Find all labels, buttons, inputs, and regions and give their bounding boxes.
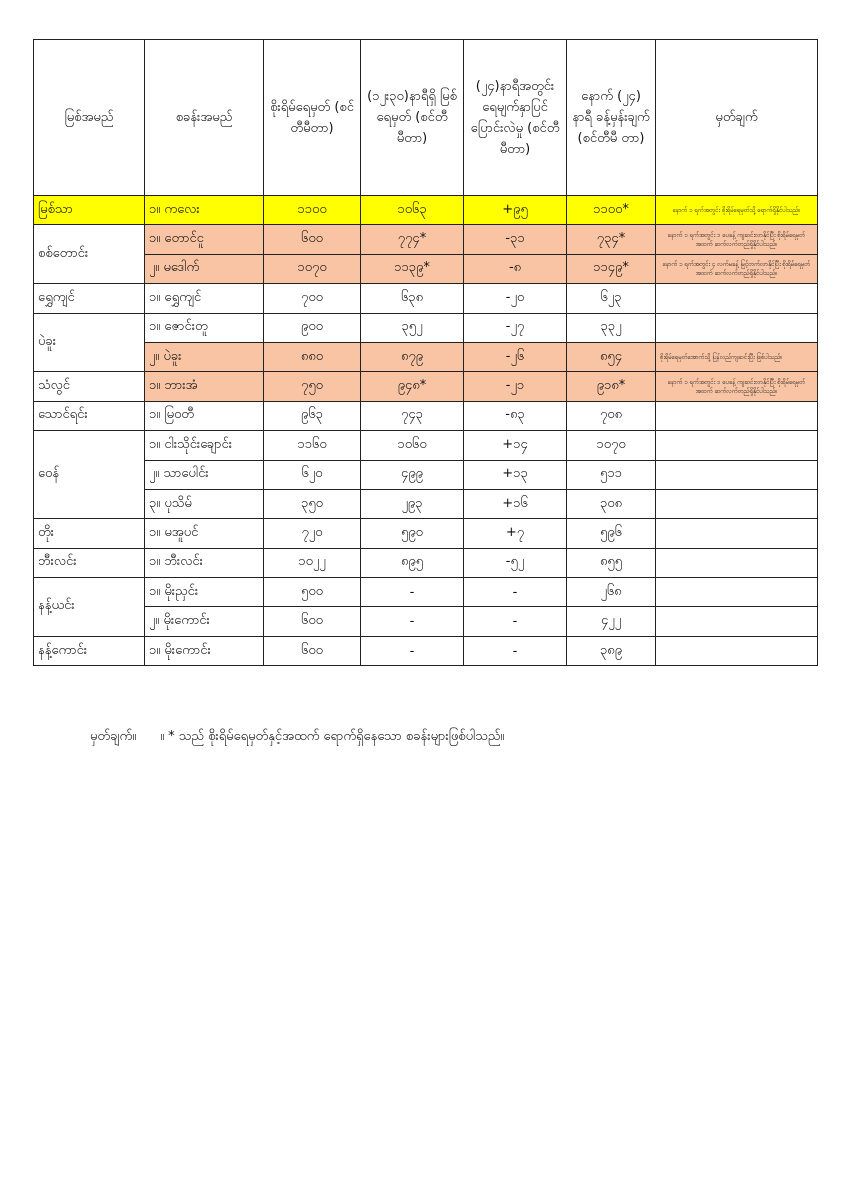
station-cell: ၁။ ရွှေကျင် bbox=[145, 284, 264, 313]
level-cell: ၈၇၉ bbox=[361, 342, 464, 371]
river-name-cell: တိုး bbox=[34, 519, 145, 548]
river-name-cell: ရွှေကျင် bbox=[34, 284, 145, 313]
change-cell: -၂၀ bbox=[464, 284, 567, 313]
footnote-text: ။ * သည် စိုးရိမ်ရေမှတ်နှင့်အထက် ရောက်ရှိနေသော စခန်းများဖြစ်ပါသည်။ bbox=[160, 729, 505, 744]
remark-cell bbox=[656, 607, 818, 636]
danger-level-cell: ၉၆၃ bbox=[264, 401, 361, 430]
header-level-at-time: (၁၂း၃၀)နာရီရှိ မြစ်ရေမှတ် (စင်တီမီတာ) bbox=[361, 40, 464, 196]
station-cell: ၂။ မဒေါက် bbox=[145, 254, 264, 283]
change-cell: - bbox=[464, 607, 567, 636]
remark-cell: နောက် ၁ ရက်အတွင်း ၄ လက်မခန့် မြင့်တက်လာနိုင်ပြီး စိုးရိမ်ရေမှတ်အထက် ဆက်လက်တည်ရှိနိုင်ပါသည်။ bbox=[656, 254, 818, 283]
river-name-cell: သောင်ရင်း bbox=[34, 401, 145, 430]
header-station: စခန်းအမည် bbox=[145, 40, 264, 196]
change-cell: -၂၆ bbox=[464, 342, 567, 371]
forecast-cell: ၁၁၀၀* bbox=[567, 196, 656, 225]
level-cell: ၉၄၈* bbox=[361, 372, 464, 401]
forecast-cell: ၇၃၄* bbox=[567, 225, 656, 254]
change-cell: - bbox=[464, 636, 567, 665]
header-forecast-24h: နောက် (၂၄) နာရီ ခန့်မှန်းချက် (စင်တီမီ တာ) bbox=[567, 40, 656, 196]
level-cell: - bbox=[361, 636, 464, 665]
table-row bbox=[34, 636, 818, 665]
level-cell: ၇၄၃ bbox=[361, 401, 464, 430]
level-cell: ၈၉၅ bbox=[361, 548, 464, 577]
remark-cell bbox=[656, 313, 818, 342]
change-cell: -၂၇ bbox=[464, 313, 567, 342]
station-cell: ၁။ မအူပင် bbox=[145, 519, 264, 548]
forecast-cell: ၅၁၁ bbox=[567, 460, 656, 489]
river-name-cell: ပဲခူး bbox=[34, 313, 145, 372]
level-cell: - bbox=[361, 578, 464, 607]
remark-cell bbox=[656, 519, 818, 548]
table-row bbox=[34, 284, 818, 313]
change-cell: -၈၃ bbox=[464, 401, 567, 430]
change-cell: +၇ bbox=[464, 519, 567, 548]
table-row bbox=[34, 519, 818, 548]
danger-level-cell: ၆၀၀ bbox=[264, 225, 361, 254]
change-cell: -၈ bbox=[464, 254, 567, 283]
forecast-cell: ၆၂၃ bbox=[567, 284, 656, 313]
forecast-cell: ၁၀၇၀ bbox=[567, 431, 656, 460]
header-change-24h: (၂၄)နာရီအတွင်း ရေမျက်နှာပြင် ပြောင်းလဲမှု (စင်တီမီတာ) bbox=[464, 40, 567, 196]
table-row bbox=[34, 196, 818, 225]
forecast-cell: ၃၈၉ bbox=[567, 636, 656, 665]
header-danger-level: စိုးရိမ်ရေမှတ် (စင်တီမီတာ) bbox=[264, 40, 361, 196]
danger-level-cell: ၇၀၀ bbox=[264, 284, 361, 313]
table-row bbox=[34, 431, 818, 460]
remark-cell bbox=[656, 401, 818, 430]
danger-level-cell: ၁၀၇၀ bbox=[264, 254, 361, 283]
table-row bbox=[34, 225, 818, 254]
change-cell: +၁၆ bbox=[464, 489, 567, 518]
level-cell: ၆၃၈ bbox=[361, 284, 464, 313]
remark-cell: စိုးရိမ်ရေမှတ်အောက်သို့ ပြန်လည်ကျဆင်းပြီး ဖြစ်ပါသည်။ bbox=[656, 342, 818, 371]
danger-level-cell: ၇၂၀ bbox=[264, 519, 361, 548]
table-row bbox=[34, 607, 818, 636]
danger-level-cell: ၉၀၀ bbox=[264, 313, 361, 342]
level-cell: ၁၀၆၀ bbox=[361, 431, 464, 460]
station-cell: ၁။ ဇောင်းတူ bbox=[145, 313, 264, 342]
level-cell: ၂၉၃ bbox=[361, 489, 464, 518]
danger-level-cell: ၁၁၀၀ bbox=[264, 196, 361, 225]
remark-cell bbox=[656, 460, 818, 489]
remark-cell bbox=[656, 489, 818, 518]
change-cell: -၂၁ bbox=[464, 372, 567, 401]
station-cell: ၂။ ပဲခူး bbox=[145, 342, 264, 371]
remark-cell: နောက် ၁ ရက်အတွင်း ၁ ပေခန့် ကျဆင်းလာနိုင်ပြီး စိုးရိမ်ရေမှတ်အထက် ဆက်လက်တည်ရှိနိုင်ပါသည်။ bbox=[656, 372, 818, 401]
danger-level-cell: ၃၅၀ bbox=[264, 489, 361, 518]
footnote bbox=[90, 728, 504, 747]
remark-cell: နောက် ၁ ရက်အတွင်း စိုးရိမ်ရေမှတ်သို့ ရောက်ရှိနိုင်ပါသည်။ bbox=[656, 196, 818, 225]
station-cell: ၁။ တောင်ငူ bbox=[145, 225, 264, 254]
forecast-cell: ၈၅၄ bbox=[567, 342, 656, 371]
river-name-cell: နန့်ယင်း bbox=[34, 578, 145, 637]
forecast-cell: ၄၂၂ bbox=[567, 607, 656, 636]
table-row bbox=[34, 460, 818, 489]
station-cell: ၃။ ပုသိမ် bbox=[145, 489, 264, 518]
danger-level-cell: ၇၅၀ bbox=[264, 372, 361, 401]
header-remarks: မှတ်ချက် bbox=[656, 40, 818, 196]
river-name-cell: နန့်ကောင်း bbox=[34, 636, 145, 665]
level-cell: ၃၅၂ bbox=[361, 313, 464, 342]
remark-cell bbox=[656, 636, 818, 665]
change-cell: -၃၁ bbox=[464, 225, 567, 254]
danger-level-cell: ၆၂၀ bbox=[264, 460, 361, 489]
forecast-cell: ၃၀၈ bbox=[567, 489, 656, 518]
level-cell: ၁၁၃၉* bbox=[361, 254, 464, 283]
station-cell: ၁။ မိုးကောင်း bbox=[145, 636, 264, 665]
river-name-cell: စစ်တောင်း bbox=[34, 225, 145, 284]
station-cell: ၁။ ဘီးလင်း bbox=[145, 548, 264, 577]
remark-cell bbox=[656, 548, 818, 577]
danger-level-cell: ၁၀၂၂ bbox=[264, 548, 361, 577]
danger-level-cell: ၈၈၀ bbox=[264, 342, 361, 371]
table-row bbox=[34, 489, 818, 518]
table-row bbox=[34, 313, 818, 342]
forecast-cell: ၃၃၂ bbox=[567, 313, 656, 342]
danger-level-cell: ၆၀၀ bbox=[264, 636, 361, 665]
river-name-cell: သံလွင် bbox=[34, 372, 145, 401]
station-cell: ၁။ မိုးညှင်း bbox=[145, 578, 264, 607]
table-row bbox=[34, 401, 818, 430]
forecast-cell: ၂၆၈ bbox=[567, 578, 656, 607]
river-level-table bbox=[33, 39, 818, 666]
level-cell: ၄၉၉ bbox=[361, 460, 464, 489]
river-name-cell: ဝေန် bbox=[34, 431, 145, 519]
station-cell: ၂။ မိုးကောင်း bbox=[145, 607, 264, 636]
change-cell: -၅၂ bbox=[464, 548, 567, 577]
level-cell: - bbox=[361, 607, 464, 636]
forecast-cell: ၇၀၈ bbox=[567, 401, 656, 430]
station-cell: ၁။ မြဝတီ bbox=[145, 401, 264, 430]
remark-cell bbox=[656, 578, 818, 607]
danger-level-cell: ၁၁၆၀ bbox=[264, 431, 361, 460]
river-name-cell: မြစ်သာ bbox=[34, 196, 145, 225]
level-cell: ၇၇၄* bbox=[361, 225, 464, 254]
station-cell: ၂။ သာပေါင်း bbox=[145, 460, 264, 489]
river-name-cell: ဘီးလင်း bbox=[34, 548, 145, 577]
station-cell: ၁။ ငါးသိုင်းချောင်း bbox=[145, 431, 264, 460]
level-cell: ၅၉၀ bbox=[361, 519, 464, 548]
station-cell: ၁။ ကလေး bbox=[145, 196, 264, 225]
change-cell: - bbox=[464, 578, 567, 607]
danger-level-cell: ၅၀၀ bbox=[264, 578, 361, 607]
forecast-cell: ၈၅၅ bbox=[567, 548, 656, 577]
change-cell: +၉၅ bbox=[464, 196, 567, 225]
forecast-cell: ၉၁၈* bbox=[567, 372, 656, 401]
table-row bbox=[34, 578, 818, 607]
change-cell: +၁၄ bbox=[464, 431, 567, 460]
level-cell: ၁၀၆၃ bbox=[361, 196, 464, 225]
footnote-label: မှတ်ချက်။ bbox=[90, 729, 137, 744]
station-cell: ၁။ ဘားအံ bbox=[145, 372, 264, 401]
table-row bbox=[34, 254, 818, 283]
change-cell: +၁၃ bbox=[464, 460, 567, 489]
remark-cell bbox=[656, 431, 818, 460]
remark-cell bbox=[656, 284, 818, 313]
table-header-row bbox=[34, 40, 818, 196]
table-row bbox=[34, 548, 818, 577]
table-row bbox=[34, 342, 818, 371]
forecast-cell: ၅၉၆ bbox=[567, 519, 656, 548]
table-row bbox=[34, 372, 818, 401]
header-river: မြစ်အမည် bbox=[34, 40, 145, 196]
forecast-cell: ၁၁၄၉* bbox=[567, 254, 656, 283]
danger-level-cell: ၆၀၀ bbox=[264, 607, 361, 636]
remark-cell: နောက် ၁ ရက်အတွင်း ၁ ပေခန့် ကျဆင်းလာနိုင်ပြီး စိုးရိမ်ရေမှတ်အထက် ဆက်လက်တည်ရှိနိုင်ပါသည်။ bbox=[656, 225, 818, 254]
